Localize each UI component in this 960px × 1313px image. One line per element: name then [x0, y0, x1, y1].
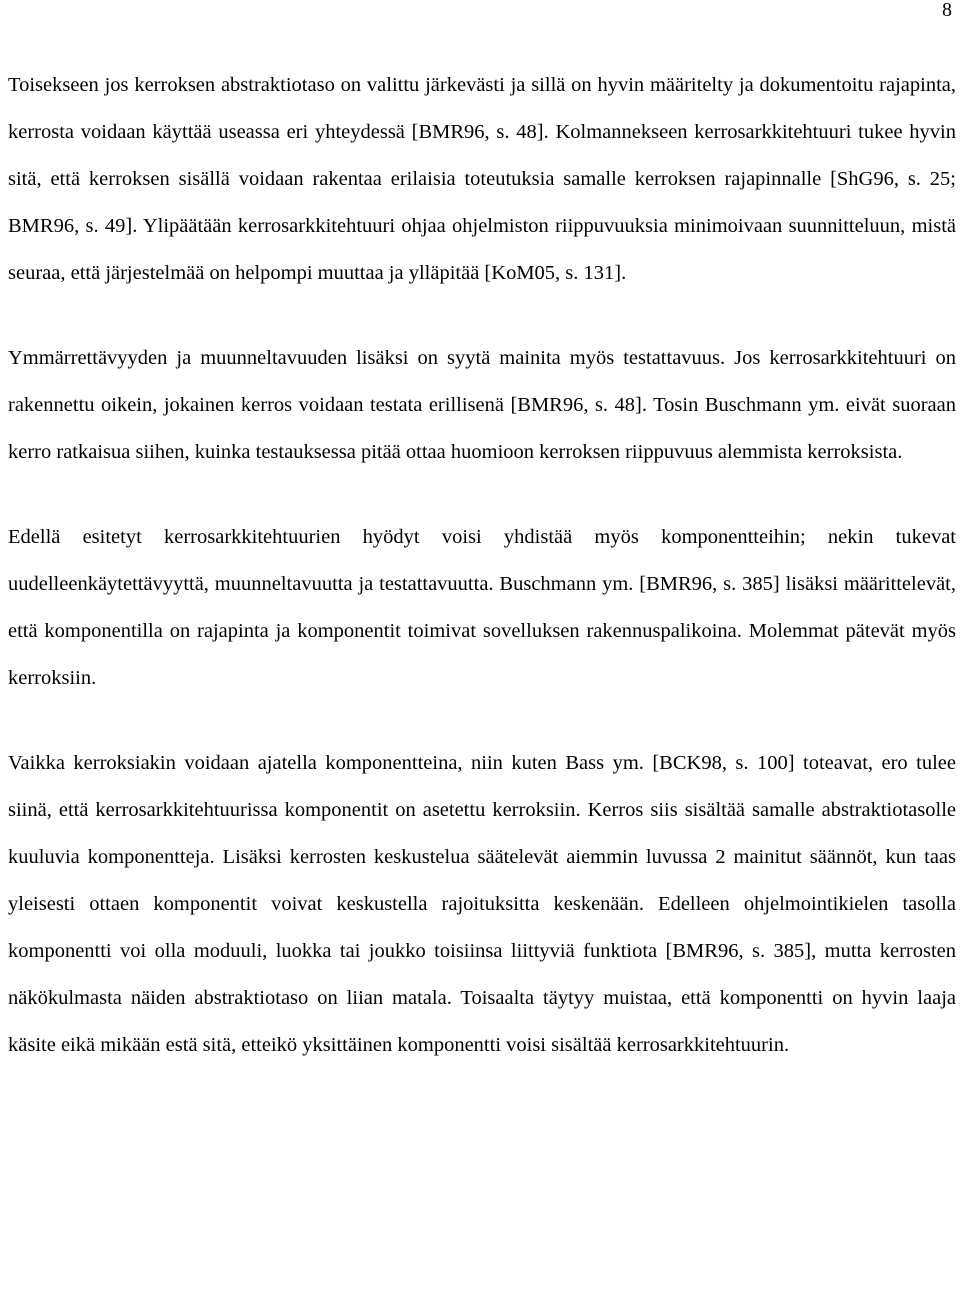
paragraph: Vaikka kerroksiakin voidaan ajatella komponentteina, niin kuten Bass ym. [BCK98, s. 100] toteavat, ero tulee siinä, että kerrosarkkitehtuurissa komponentit on asetettu kerroksiin. Kerros siis sisältää samalle abstraktiotasolle kuuluvia komponentteja. Lisäksi kerrosten keskustelua säätelevät aiemmin luvussa 2 mainitut säännöt, kun taas yleisesti ottaen komponentit voivat keskustella rajoituksitta keskenään. Edelleen ohjelmointikielen tasolla komponentti voi olla moduuli, luokka tai joukko toisiinsa liittyviä funktiota [BMR96, s. 385], mutta kerrosten näkökulmasta näiden abstraktiotaso on liian matala. Toisaalta täytyy muistaa, että komponentti on hyvin laaja käsite eikä mikään estä sitä, etteikö yksittäinen komponentti voisi sisältää kerrosarkkitehtuurin.: [8, 752, 956, 1056]
paragraph: Ymmärrettävyyden ja muunneltavuuden lisäksi on syytä mainita myös testattavuus. Jos kerrosarkkitehtuuri on rakennettu oikein, jokainen kerros voidaan testata erillisenä [BMR96, s. 48]. Tosin Buschmann ym. eivät suoraan kerro ratkaisua siihen, kuinka testauksessa pitää ottaa huomioon kerroksen riippuvuus alemmista kerroksista.: [8, 347, 956, 463]
paragraph: Edellä esitetyt kerrosarkkitehtuurien hyödyt voisi yhdistää myös komponentteihin; nekin tukevat uudelleenkäytettävyyttä, muunneltavuutta ja testattavuutta. Buschmann ym. [BMR96, s. 385] lisäksi määrittelevät, että komponentilla on rajapinta ja komponentit toimivat sovelluksen rakennuspalikoina. Molemmat pätevät myös kerroksiin.: [8, 526, 956, 689]
paragraph: Toisekseen jos kerroksen abstraktiotaso on valittu järkevästi ja sillä on hyvin määritelty ja dokumentoitu rajapinta, kerrosta voidaan käyttää useassa eri yhteydessä [BMR96, s. 48]. Kolmannekseen kerrosarkkitehtuuri tukee hyvin sitä, että kerroksen sisällä voidaan rakentaa erilaisia toteutuksia samalle kerroksen rajapinnalle [ShG96, s. 25; BMR96, s. 49]. Ylipäätään kerrosarkkitehtuuri ohjaa ohjelmiston riippuvuuksia minimoivaan suunnitteluun, mistä seuraa, että järjestelmää on helpompi muuttaa ja ylläpitää [KoM05, s. 131].: [8, 74, 956, 284]
page-number: 8: [942, 0, 952, 21]
document-body: [8, 62, 956, 1069]
